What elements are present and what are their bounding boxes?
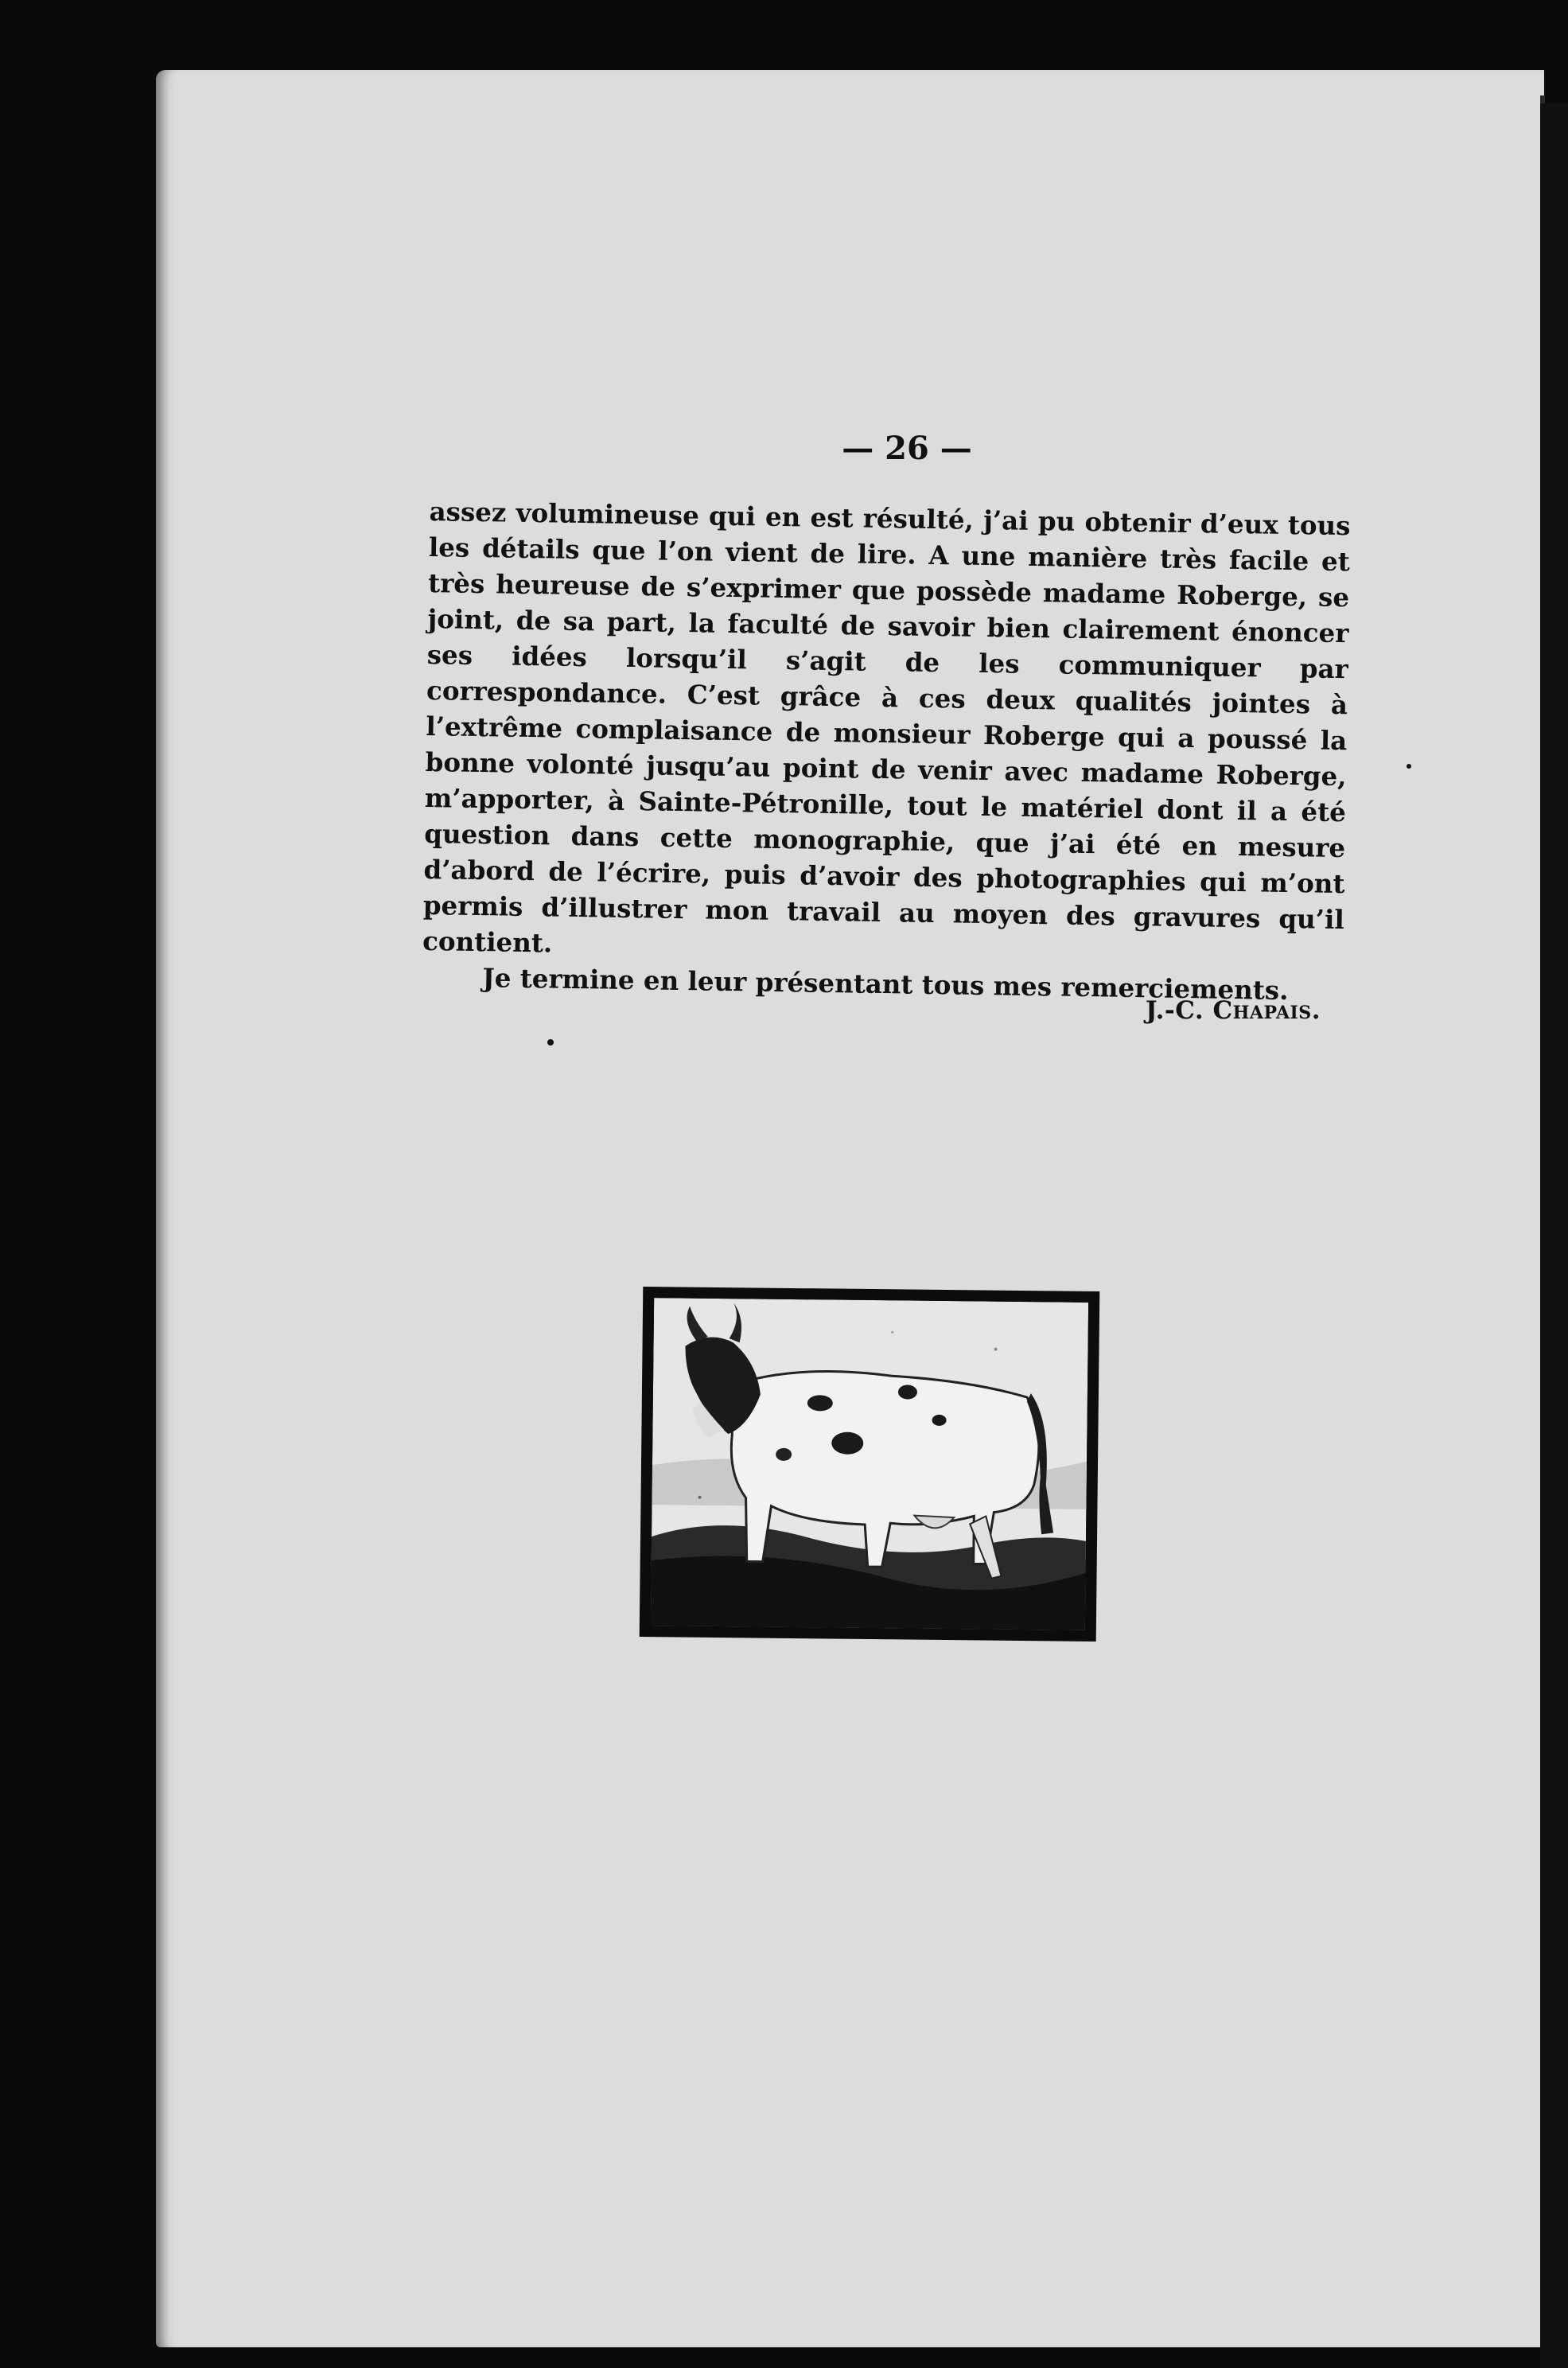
speck	[1407, 764, 1411, 769]
paragraph: Je termine en leur présentant tous mes remerciements.	[482, 962, 1289, 1007]
cow-photograph-icon	[651, 1298, 1088, 1630]
page-number: — 26 —	[842, 430, 972, 467]
scan-border	[1540, 103, 1568, 2368]
scanned-page	[156, 70, 1544, 2347]
body-text	[422, 493, 1351, 1009]
paragraph: assez volumineuse qui en est résulté, j’ai pu obtenir d’eux tous les détails que l’on vient de lire. A une manière très facile et très heureuse de s’exprimer que possède madame Roberge, se joint, de sa part, la faculté de savoir bien clairement énoncer ses idées lorsqu’il s’agit de les communiquer par correspondance. C’est grâce à ces deux qualités jointes à l’extrême complaisance de monsieur Roberge qui a poussé la bonne volonté jusqu’au point de venir avec madame Roberge, m’apporter, à Sainte-Pétronille, tout le matériel dont il a été question dans cette monographie, que j’ai été en mesure d’abord de l’écrire, puis d’avoir des photographies qui m’ont permis d’illustrer mon travail au moyen des gravures qu’il contient.	[422, 495, 1351, 959]
author-signature: J.-C. Chapais.	[1145, 996, 1321, 1025]
speck	[547, 1039, 554, 1046]
photo-frame	[640, 1287, 1100, 1642]
